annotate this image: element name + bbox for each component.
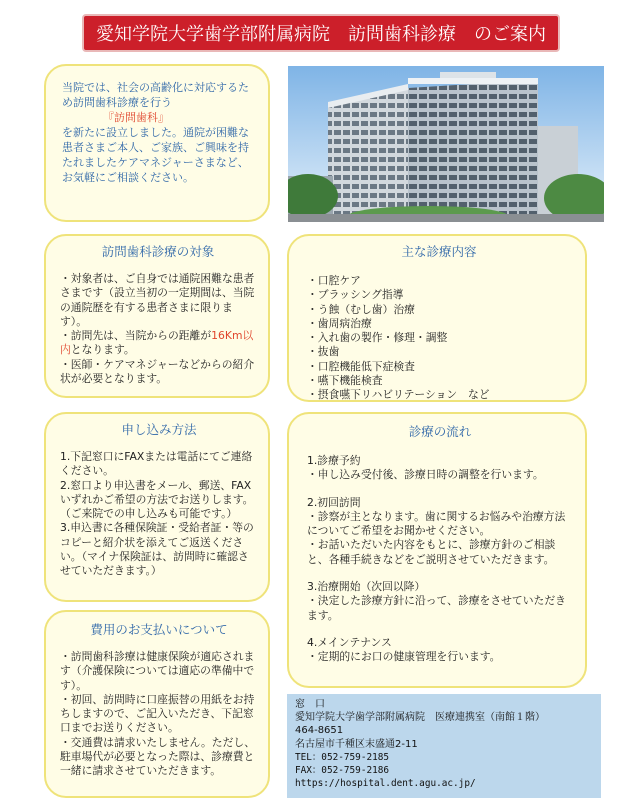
services-item: ・歯周病治療 bbox=[307, 316, 372, 330]
page-title: 愛知学院大学歯学部附属病院 訪問歯科診療 のご案内 bbox=[82, 14, 560, 52]
flow-step-title: 4.メインテナンス bbox=[307, 635, 392, 649]
contact-box bbox=[287, 694, 601, 798]
flow-step-text: ・診察が主となります。歯に関するお悩みや治療方法についてご希望をお聞かせください。 ・お話いただいた内容をもとに、診療方針のご相談と、各種手続きなどをご説明させていただきます。 bbox=[307, 509, 566, 566]
services-list bbox=[307, 274, 571, 402]
apply-text: 1.下記窓口にFAXまたは電話にてご連絡ください。 2.窓口より申込書をメール、郵送、FAXいずれかご希望の方法でお送りします。（ご来院での申し込みも可能です。） 3.申込書に各種保険証・受給者証・等のコピーと紹介状を添えてご返送ください。（マイナ保険証は、訪問時に確認させていただきます。） bbox=[60, 450, 254, 578]
contact-fax: FAX：052-759-2186 bbox=[295, 765, 390, 777]
services-item: ・ブラッシング指導 bbox=[307, 288, 404, 302]
flow-step-title: 2.初回訪問 bbox=[307, 495, 361, 509]
payment-heading: 費用のお支払いについて bbox=[90, 622, 228, 637]
services-box bbox=[287, 234, 587, 402]
intro-text-before: 当院では、社会の高齢化に対応するため訪問歯科診療を行う bbox=[62, 81, 249, 109]
services-item: ・う蝕（むし歯）治療 bbox=[307, 302, 415, 316]
hospital-building-photo bbox=[288, 66, 604, 222]
flow-step-title: 3.治療開始（次回以降） bbox=[307, 580, 426, 594]
services-item: ・嚥下機能検査 bbox=[307, 374, 383, 388]
target-text-1: ・対象者は、ご自身では通院困難な患者さまです（設立当初の一定期間は、当院の通院歴を有する患者さまに限ります）。 ・訪問先は、当院からの距離が bbox=[60, 272, 255, 343]
contact-address: 名古屋市千種区末盛通2-11 bbox=[295, 738, 418, 750]
target-distance: 16Km以内 bbox=[60, 329, 254, 357]
intro-text-after: を新たに設立しました。通院が困難な患者さまご本人、ご家族、ご興味を持たれましたケアマネジャーさまなど、お気軽にご相談ください。 bbox=[62, 126, 249, 184]
services-item: ・抜歯 bbox=[307, 345, 340, 359]
target-box bbox=[44, 234, 270, 398]
contact-org: 愛知学院大学歯学部附属病院 医療連携室（南館１階） bbox=[295, 712, 545, 724]
services-item: ・口腔機能低下症検査 bbox=[307, 359, 415, 373]
hospital-building-illustration bbox=[288, 66, 604, 222]
flow-step-text: ・決定した診療方針に沿って、診療をさせていただきます。 bbox=[307, 594, 566, 622]
contact-label: 窓 口 bbox=[295, 699, 325, 710]
contact-postal: 464-8651 bbox=[295, 725, 344, 737]
services-item: ・摂食嚥下リハビリテーション など bbox=[307, 388, 490, 402]
contact-url[interactable]: https://hospital.dent.agu.ac.jp/ bbox=[295, 778, 476, 790]
flow-step-text: ・定期的にお口の健康管理を行います。 bbox=[307, 650, 501, 664]
intro-highlight: 『訪問歯科』 bbox=[103, 111, 169, 124]
flow-steps bbox=[307, 454, 573, 665]
services-heading: 主な診療内容 bbox=[401, 244, 477, 259]
flow-heading: 診療の流れ bbox=[408, 424, 472, 439]
apply-heading: 申し込み方法 bbox=[121, 422, 197, 437]
apply-box bbox=[44, 412, 270, 602]
target-heading: 訪問歯科診療の対象 bbox=[101, 244, 215, 259]
intro-box bbox=[44, 64, 270, 222]
target-text-2: となります。 ・医師・ケアマネジャーなどからの紹介状が必要となります。 bbox=[60, 343, 255, 386]
payment-text: ・訪問歯科診療は健康保険が適応されます（介護保険については適応の準備中です）。 ・初回、訪問時に口座振替の用紙をお持ちしますので、ご記入いただき、下記窓口までお送りください。 ・交通費は請求いたしません。ただし、駐車場代が必要となった際は、診療費と一緒に請求させていただきます。 bbox=[60, 650, 255, 778]
target-text bbox=[60, 272, 256, 386]
flow-step-title: 1.診療予約 bbox=[307, 454, 361, 467]
contact-tel: TEL：052-759-2185 bbox=[295, 751, 390, 763]
services-item: ・口腔ケア bbox=[307, 274, 361, 287]
flow-box bbox=[287, 412, 587, 688]
payment-box bbox=[44, 610, 270, 798]
services-item: ・入れ歯の製作・修理・調整 bbox=[307, 331, 448, 345]
flow-step-text: ・申し込み受付後、診療日時の調整を行います。 bbox=[307, 468, 544, 482]
